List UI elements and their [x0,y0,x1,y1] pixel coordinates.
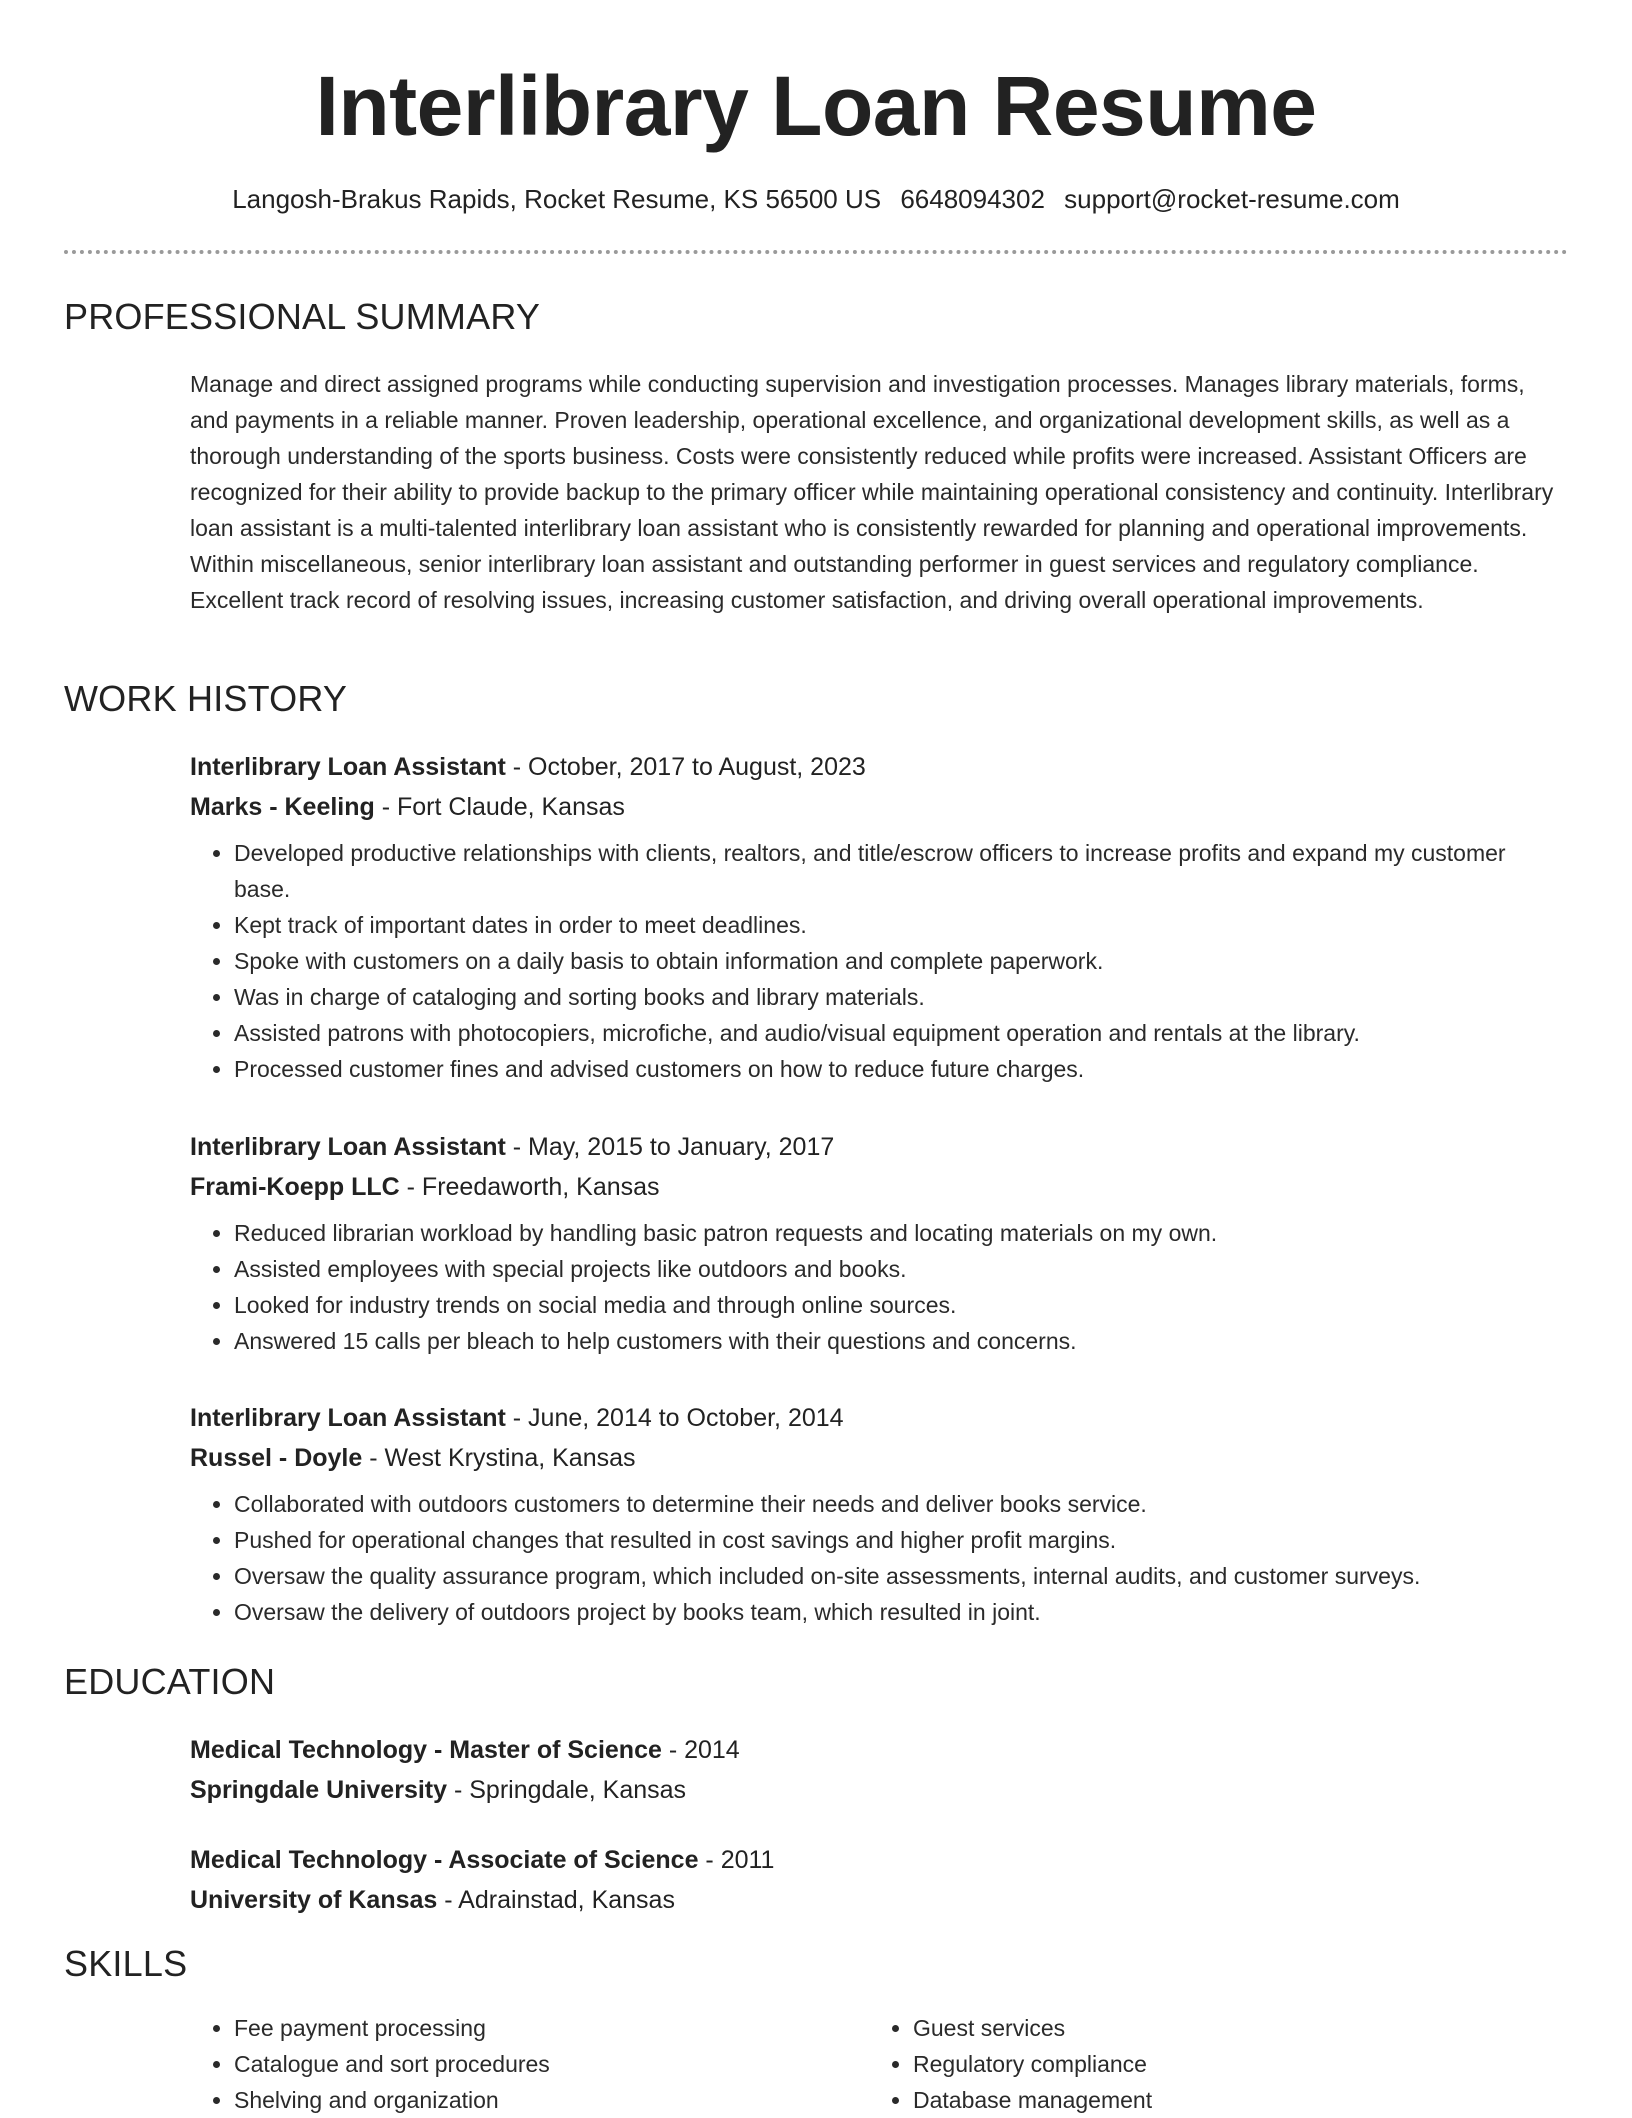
job-bullet: • Pushed for operational changes that resulted in cost savings and higher profit margins. [234,1522,1568,1558]
job-bullet: • Answered 15 calls per bleach to help customers with their questions and concerns. [234,1323,1568,1359]
degree: Medical Technology - Master of Science [190,1736,662,1764]
job-bullet: • Looked for industry trends on social media and through online sources. [234,1287,1568,1323]
summary-heading: PROFESSIONAL SUMMARY [64,296,541,337]
job-title: Interlibrary Loan Assistant [190,1133,506,1161]
job-bullet: • Reduced librarian workload by handling basic patron requests and locating materials on my own. [234,1215,1568,1251]
job-title: Interlibrary Loan Assistant [190,753,506,781]
job-bullet: • Oversaw the delivery of outdoors project by books team, which resulted in joint. [234,1594,1568,1630]
degree-line [190,1730,1568,1770]
job-company: Frami-Koepp LLC [190,1173,400,1201]
education-entry [190,1840,1568,1920]
job-location: - Fort Claude, Kansas [374,793,625,821]
degree: Medical Technology - Associate of Science [190,1846,699,1874]
resume-title: Interlibrary Loan Resume [315,59,1317,153]
job-dates: - October, 2017 to August, 2023 [505,753,866,781]
school: Springdale University [190,1776,448,1804]
skill-item: • Regulatory compliance [913,2046,1529,2082]
job-title: Interlibrary Loan Assistant [190,1404,506,1432]
school: University of Kansas [190,1886,438,1914]
job-company-line [190,1438,1568,1478]
job-bullet: • Collaborated with outdoors customers to determine their needs and deliver books service. [234,1486,1568,1522]
job-location: - West Krystina, Kansas [362,1444,636,1472]
job-bullet: • Oversaw the quality assurance program, which included on-site assessments, internal audits, and customer surveys. [234,1558,1568,1594]
job-bullet-list [190,835,1568,1087]
skill-item: • Fee payment processing [234,2010,850,2046]
school-location: - Springdale, Kansas [447,1776,687,1804]
degree-line [190,1840,1568,1880]
job-bullet: • Spoke with customers on a daily basis to obtain information and complete paperwork. [234,943,1568,979]
contact-phone: 6648094302 [900,184,1045,214]
job-title-line [190,1398,1568,1438]
education-heading: EDUCATION [64,1661,276,1702]
job-title-line [190,1127,1568,1167]
header-divider [64,250,1568,254]
skills-column-right [869,2010,1529,2118]
job-company: Marks - Keeling [190,793,375,821]
skill-item: • Shelving and organization [234,2082,850,2118]
contact-line [64,182,1568,216]
job-entry [190,1127,1568,1359]
job-location: - Freedaworth, Kansas [399,1173,660,1201]
job-bullet: • Developed productive relationships with clients, realtors, and title/escrow officers to increase profits and expand my customer base. [234,835,1568,907]
job-bullet: • Kept track of important dates in order to meet deadlines. [234,907,1568,943]
skills-heading: SKILLS [64,1943,188,1984]
contact-email: support@rocket-resume.com [1064,184,1400,214]
job-entry [190,747,1568,1087]
school-line [190,1880,1568,1920]
job-entry [190,1398,1568,1630]
job-dates: - May, 2015 to January, 2017 [505,1133,835,1161]
school-location: - Adrainstad, Kansas [437,1886,675,1914]
contact-address: Langosh-Brakus Rapids, Rocket Resume, KS 56500 US [232,184,882,214]
skill-item: • Guest services [913,2010,1529,2046]
skill-item: • Database management [913,2082,1529,2118]
degree-year: - 2011 [698,1846,775,1874]
job-bullet-list [190,1215,1568,1359]
job-bullet: • Assisted employees with special projects like outdoors and books. [234,1251,1568,1287]
job-bullet: • Processed customer fines and advised customers on how to reduce future charges. [234,1051,1568,1087]
job-bullet: • Was in charge of cataloging and sorting books and library materials. [234,979,1568,1015]
job-title-line [190,747,1568,787]
school-line [190,1770,1568,1810]
job-dates: - June, 2014 to October, 2014 [505,1404,844,1432]
job-company: Russel - Doyle [190,1444,363,1472]
work-history-heading: WORK HISTORY [64,678,348,719]
skills-column-left [190,2010,850,2118]
job-company-line [190,787,1568,827]
degree-year: - 2014 [661,1736,740,1764]
skill-item: • Catalogue and sort procedures [234,2046,850,2082]
job-bullet-list [190,1486,1568,1630]
job-bullet: • Assisted patrons with photocopiers, microfiche, and audio/visual equipment operation and rentals at the library. [234,1015,1568,1051]
job-company-line [190,1167,1568,1207]
summary-text: Manage and direct assigned programs while conducting supervision and investigation processes. Manages library materials, forms, and payments in a reliable manner. Proven leadership, operational excellence, and organizational development skills, as well as a thorough understanding of the sports business. Costs were consistently reduced while profits were increased. Assistant Officers are recognized for their ability to provide backup to the primary officer while maintaining operational consistency and continuity. Interlibrary loan assistant is a multi-talented interlibrary loan assistant who is consistently rewarded for planning and operational improvements. Within miscellaneous, senior interlibrary loan assistant and outstanding performer in guest services and regulatory compliance. Excellent track record of resolving issues, increasing customer satisfaction, and driving overall operational improvements. [190,371,1554,613]
education-entry [190,1730,1568,1810]
